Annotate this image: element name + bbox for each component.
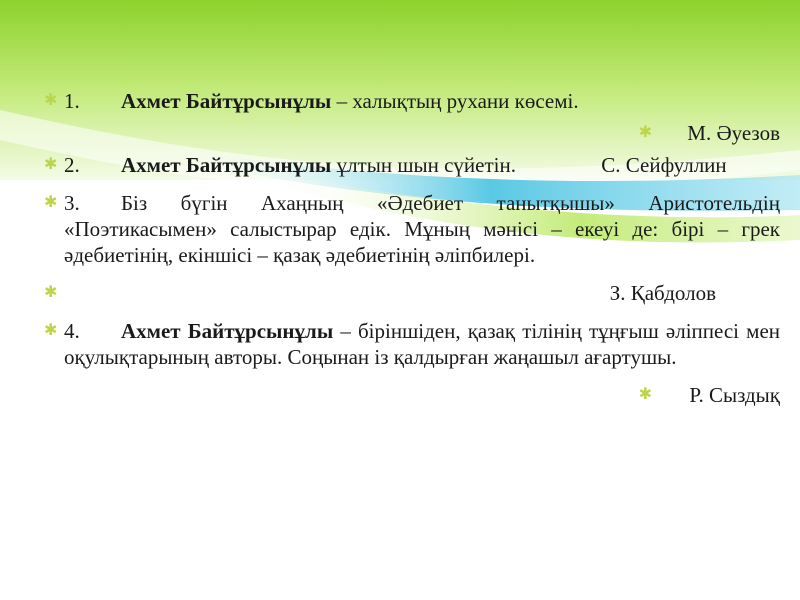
quote-name: Ахмет Байтұрсынұлы xyxy=(121,153,332,177)
quote-name: Ахмет Байтұрсынұлы xyxy=(121,319,334,343)
bullet-icon: ✱ xyxy=(638,386,652,403)
bullet-icon: ✱ xyxy=(44,194,58,211)
quote-2 xyxy=(44,152,780,178)
quotes-list xyxy=(44,88,780,420)
bullet-icon: ✱ xyxy=(44,284,58,301)
quote-3 xyxy=(44,190,780,268)
quote-4 xyxy=(44,318,780,370)
author-line xyxy=(44,382,780,408)
author-line xyxy=(44,120,780,146)
quote-number: 4. xyxy=(64,319,80,343)
quote-text: – біріншіден, қазақ тілінің тұңғыш әліппесі мен оқулықтарының авторы. Соңынан із қалдырған жаңашыл ағартушы. xyxy=(64,319,780,369)
quote-number: 1. xyxy=(64,89,80,113)
quote-author: С. Сейфуллин xyxy=(601,153,727,177)
bullet-icon: ✱ xyxy=(44,156,58,173)
bullet-icon: ✱ xyxy=(638,124,652,141)
quote-text: ұлтын шын сүйетін. xyxy=(331,153,516,177)
quote-author: З. Қабдолов xyxy=(609,281,716,305)
quote-number: 2. xyxy=(64,153,80,177)
quote-author: Р. Сыздық xyxy=(689,383,780,407)
quote-text: – халықтың рухани көсемі. xyxy=(331,89,579,113)
quote-1 xyxy=(44,88,780,114)
quote-number: 3. xyxy=(64,191,80,215)
quote-text: Біз бүгін Ахаңның «Әдебиет танытқышы» Аристотельдің «Поэтикасымен» салыстырар едік. Мұның мәнісі – екеуі де: бірі – грек әдебиетінің, екіншісі – қазақ әдебиетінің әліпбилері. xyxy=(64,191,780,267)
bullet-icon: ✱ xyxy=(44,322,58,339)
author-line xyxy=(44,280,780,306)
quote-name: Ахмет Байтұрсынұлы xyxy=(121,89,332,113)
bullet-icon: ✱ xyxy=(44,92,58,109)
quote-author: М. Әуезов xyxy=(687,121,780,145)
